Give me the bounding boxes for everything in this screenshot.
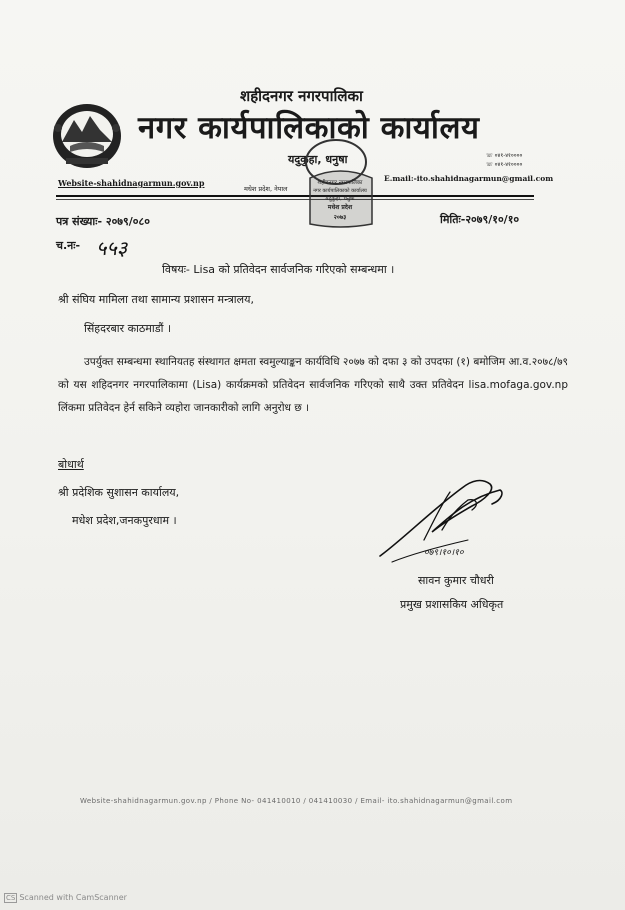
cc-heading: बोधार्थ	[58, 458, 84, 471]
stamp-line-3: यदुकुहा, धनुषा	[325, 196, 355, 202]
camscanner-badge	[4, 893, 127, 903]
phone-number-1: ☏ ०४१-४१००००	[486, 153, 523, 159]
dispatch-number: ५५३	[96, 236, 128, 260]
office-stamp	[300, 134, 380, 230]
header-divider-thin	[56, 199, 534, 200]
phone-numbers	[486, 152, 522, 170]
office-title: नगर कार्यपालिकाको कार्यालय	[138, 110, 480, 146]
reference-number: पत्र संख्याः- २०७९/०८०	[56, 215, 150, 228]
header-divider	[56, 195, 534, 197]
dispatch-label: च.नः-	[56, 239, 81, 252]
municipality-name: शहीदनगर नगरपालिका	[240, 87, 363, 105]
signer-designation: प्रमुख प्रशासकिय अधिकृत	[400, 598, 504, 611]
stamp-line-1: शहीदनगर नगरपालिका	[317, 180, 363, 186]
letter-date: मितिः-२०७९/१०/१०	[440, 213, 520, 226]
signature-date: ०७९।१०।१०	[424, 548, 464, 558]
letter-body	[58, 351, 568, 420]
addressee-line-1: श्री संघिय मामिला तथा सामान्य प्रशासन मन्त्रालय,	[58, 293, 254, 306]
cc-line-1: श्री प्रदेशिक सुशासन कार्यालय,	[58, 486, 180, 499]
phone-number-2: ☏ ०४१-४१००००	[486, 162, 523, 168]
stamp-line-4: मधेश प्रदेश	[327, 204, 353, 211]
office-address: यदुकुहा, धनुषा	[288, 153, 348, 166]
email-address[interactable]: E.mail:-ito.shahidnagarmun@gmail.com	[384, 174, 554, 183]
camscanner-label: Scanned with CamScanner	[19, 893, 127, 902]
website-link[interactable]: Website-shahidnagarmun.gov.np	[58, 178, 205, 188]
cc-line-2: मधेश प्रदेश,जनकपुरधाम ।	[72, 514, 177, 527]
camscanner-icon: CS	[6, 894, 16, 902]
stamp-line-5: २०७३	[333, 214, 347, 221]
nepal-emblem-logo	[48, 98, 126, 172]
subject-line: विषयः- Lisa को प्रतिवेदन सार्वजनिक गरिएको सम्बन्धमा ।	[162, 263, 395, 276]
footer-contact: Website-shahidnagarmun.gov.np / Phone No- 041410010 / 041410030 / Email- ito.shahidnagarmun@gmail.com	[80, 797, 513, 805]
province-line: मधेश प्रदेश, नेपाल	[244, 185, 288, 193]
stamp-line-2: नगर कार्यपालिकाको कार्यालय	[313, 188, 367, 194]
signer-name: सावन कुमार चौधरी	[418, 574, 494, 587]
addressee-line-2: सिंहदरबार काठमाडौं ।	[84, 322, 172, 335]
letter-body-text: उपर्युक्त सम्बन्धमा स्थानियतह संस्थागत क्षमता स्वमुल्याङ्कन कार्यविधि २०७७ को दफा ३ को उपदफा (१) बमोजिम आ.व.२०७८/७९ को यस शहिदनगर नगरपालिकामा (Lisa) कार्यक्रमको प्रतिवेदन सार्वजनिक गरिएको साथै उक्त प्रतिवेदन lisa.mofaga.gov.np लिंकमा प्रतिवेदन हेर्न सकिने व्यहोरा जानकारीको लागि अनुरोध छ ।	[58, 356, 568, 414]
